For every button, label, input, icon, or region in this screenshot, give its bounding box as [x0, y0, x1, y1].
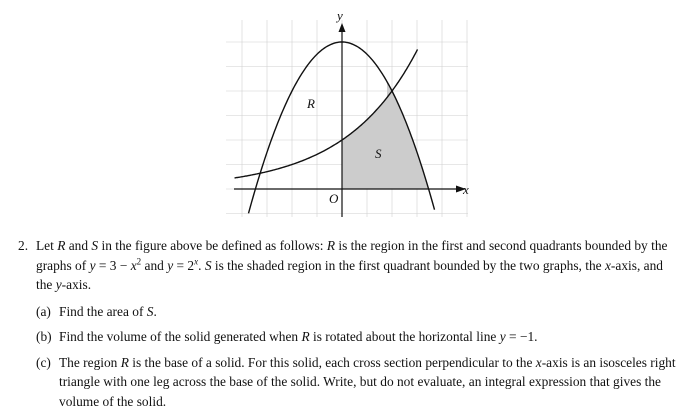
part-c-text: The region R is the base of a solid. For this solid, each cross section perpendicular to the x-axis is an isosceles right triangle with one leg across the base of the solid. Write, but do not evaluate, an integral expression that gives the volume of the solid. [59, 354, 676, 409]
axis-y-label: y [337, 8, 343, 23]
axis-x-label: x [463, 182, 469, 197]
problem-parts [18, 302, 678, 412]
part-c-label: (c) [36, 354, 51, 370]
problem-number: 2. [18, 238, 29, 253]
part-a-label: (a) [36, 303, 51, 319]
region-s-label: S [375, 146, 382, 161]
part-b-label: (b) [36, 329, 52, 344]
part-b [36, 327, 678, 347]
part-a-text: Find the area of S. [59, 303, 157, 319]
part-c [36, 353, 678, 412]
shaded-region-s [342, 82, 429, 189]
part-b-text: Find the volume of the solid generated when R is rotated about the horizontal line y = −1. [59, 329, 538, 344]
origin-label: O [329, 191, 339, 206]
region-r-label: R [307, 96, 315, 111]
y-axis-arrowhead [339, 23, 346, 32]
part-a [36, 302, 678, 322]
problem-2 [18, 236, 678, 417]
problem-statement: Let R and S in the figure above be defined as follows: R is the region in the first and second quadrants bounded by the graphs of $y = 3 - x^2$ and $y = 2^x$. S is the shaded region in the first quadrant bounded by the two graphs, the x-axis, and the y-axis. [36, 238, 668, 292]
